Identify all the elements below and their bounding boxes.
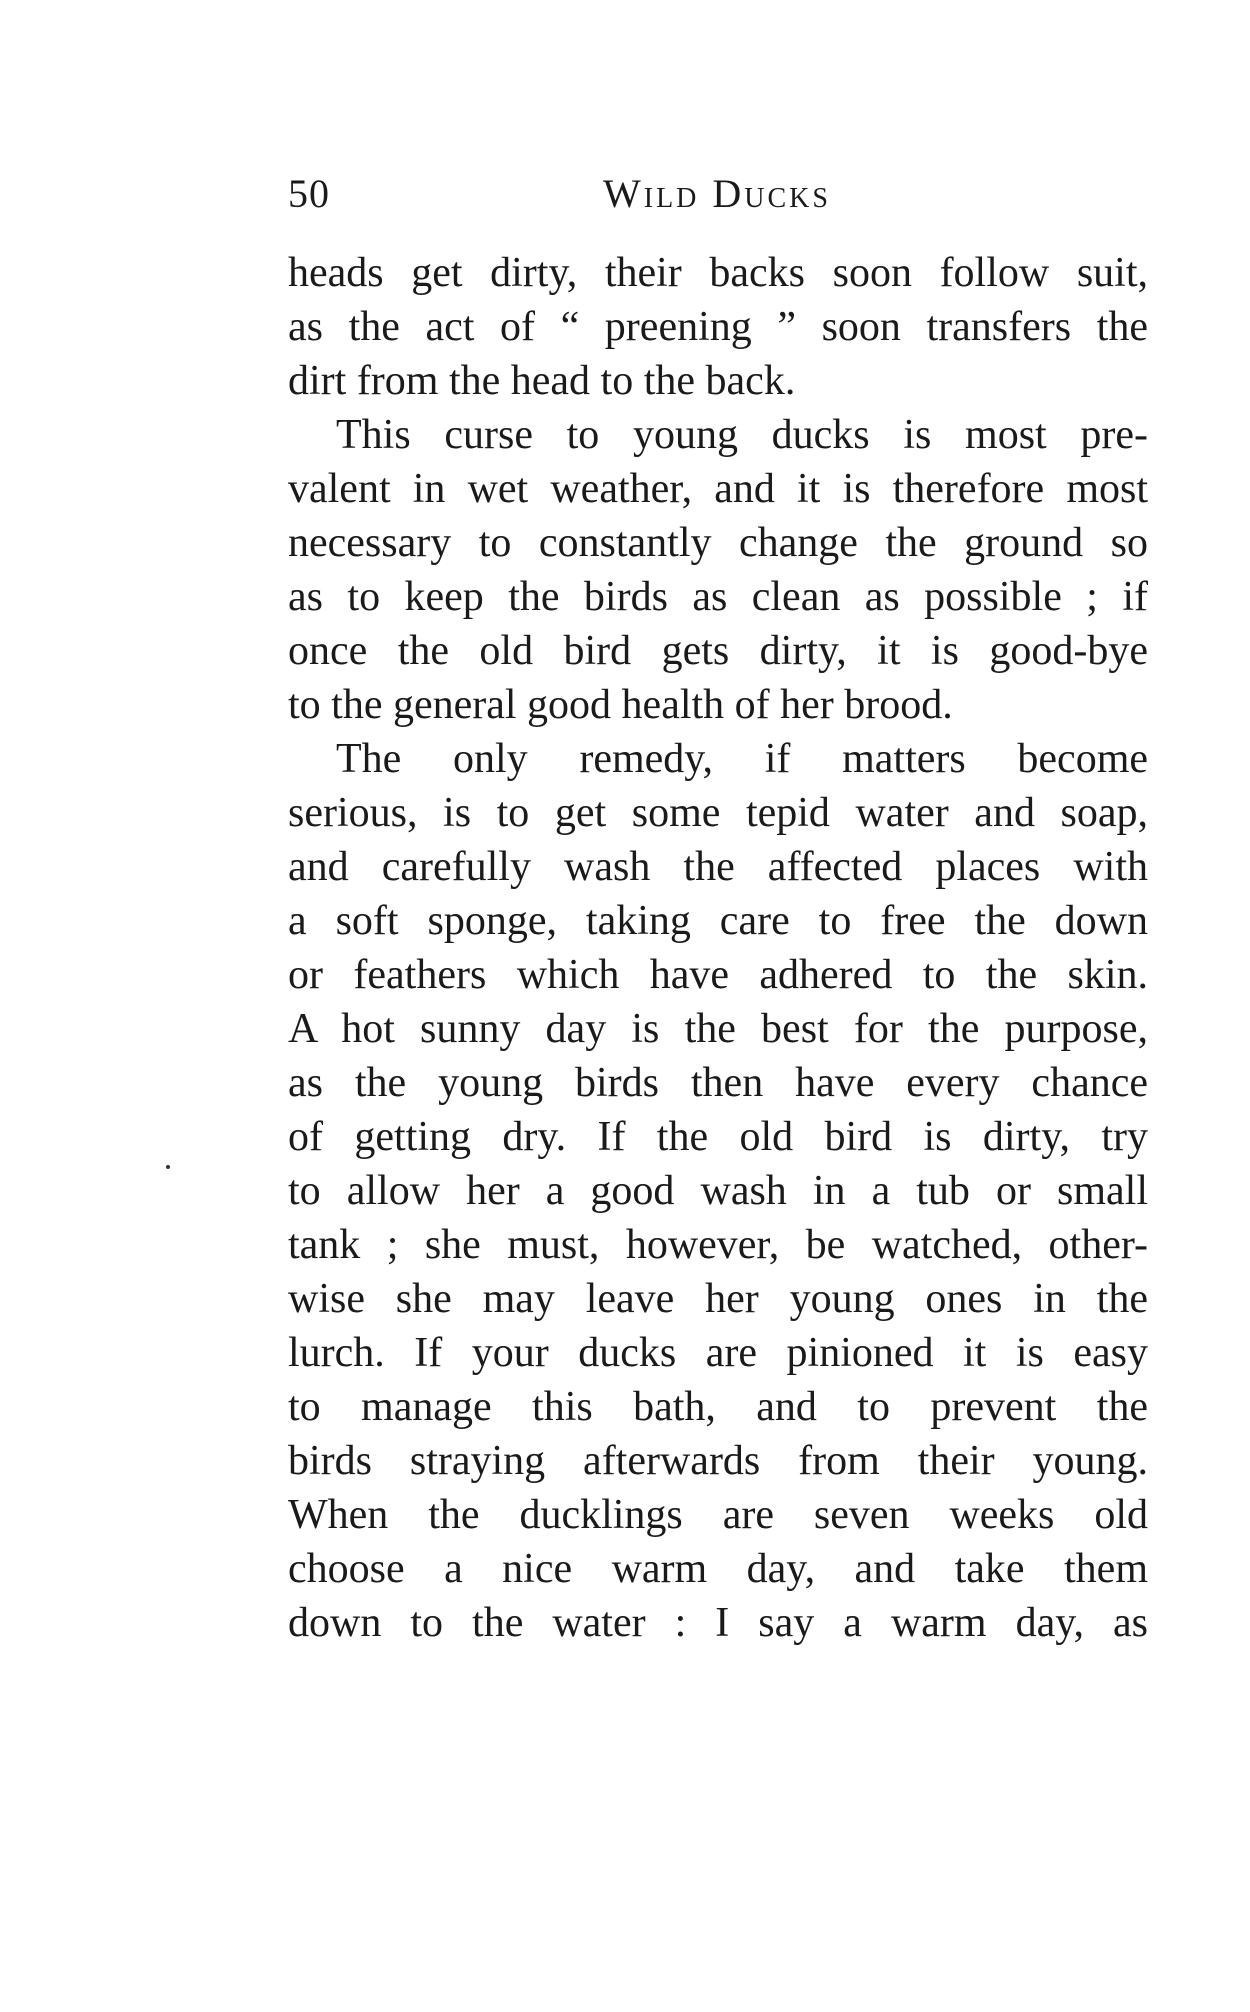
text-line: wise she may leave her young ones in the <box>288 1276 1148 1322</box>
text-line: down to the water : I say a warm day, as <box>288 1600 1148 1646</box>
text-line: of getting dry. If the old bird is dirty, try <box>288 1114 1148 1160</box>
running-title: Wild Ducks <box>603 171 831 216</box>
text-line: and carefully wash the affected places with <box>288 844 1148 890</box>
text-line: lurch. If your ducks are pinioned it is easy <box>288 1330 1148 1376</box>
text-line: to the general good health of her brood. <box>288 682 953 728</box>
text-line: valent in wet weather, and it is therefore most <box>288 466 1148 512</box>
text-line: a soft sponge, taking care to free the down <box>288 898 1148 944</box>
text-line: birds straying afterwards from their young. <box>288 1438 1148 1484</box>
scan-speck <box>166 1165 170 1169</box>
text-line: choose a nice warm day, and take them <box>288 1546 1148 1592</box>
text-line: necessary to constantly change the ground so <box>288 520 1148 566</box>
text-line: tank ; she must, however, be watched, other- <box>288 1222 1148 1268</box>
text-line: or feathers which have adhered to the skin. <box>288 952 1148 998</box>
text-line: as to keep the birds as clean as possible ; if <box>288 574 1148 620</box>
text-line: A hot sunny day is the best for the purpose, <box>288 1006 1148 1052</box>
text-line: to manage this bath, and to prevent the <box>288 1384 1148 1430</box>
text-line: heads get dirty, their backs soon follow suit, <box>288 250 1148 296</box>
text-line: serious, is to get some tepid water and soap, <box>288 790 1148 836</box>
page-number: 50 <box>288 171 330 216</box>
text-line: to allow her a good wash in a tub or small <box>288 1168 1148 1214</box>
paragraph-first-line: The only remedy, if matters become <box>336 736 1148 782</box>
text-line: dirt from the head to the back. <box>288 358 796 404</box>
text-line: once the old bird gets dirty, it is good-bye <box>288 628 1148 674</box>
paragraph-first-line: This curse to young ducks is most pre- <box>336 412 1148 458</box>
text-line: as the young birds then have every chance <box>288 1060 1148 1106</box>
text-line: When the ducklings are seven weeks old <box>288 1492 1148 1538</box>
text-line: as the act of “ preening ” soon transfers the <box>288 304 1148 350</box>
body-text <box>288 246 1148 1650</box>
running-head <box>288 170 1146 220</box>
